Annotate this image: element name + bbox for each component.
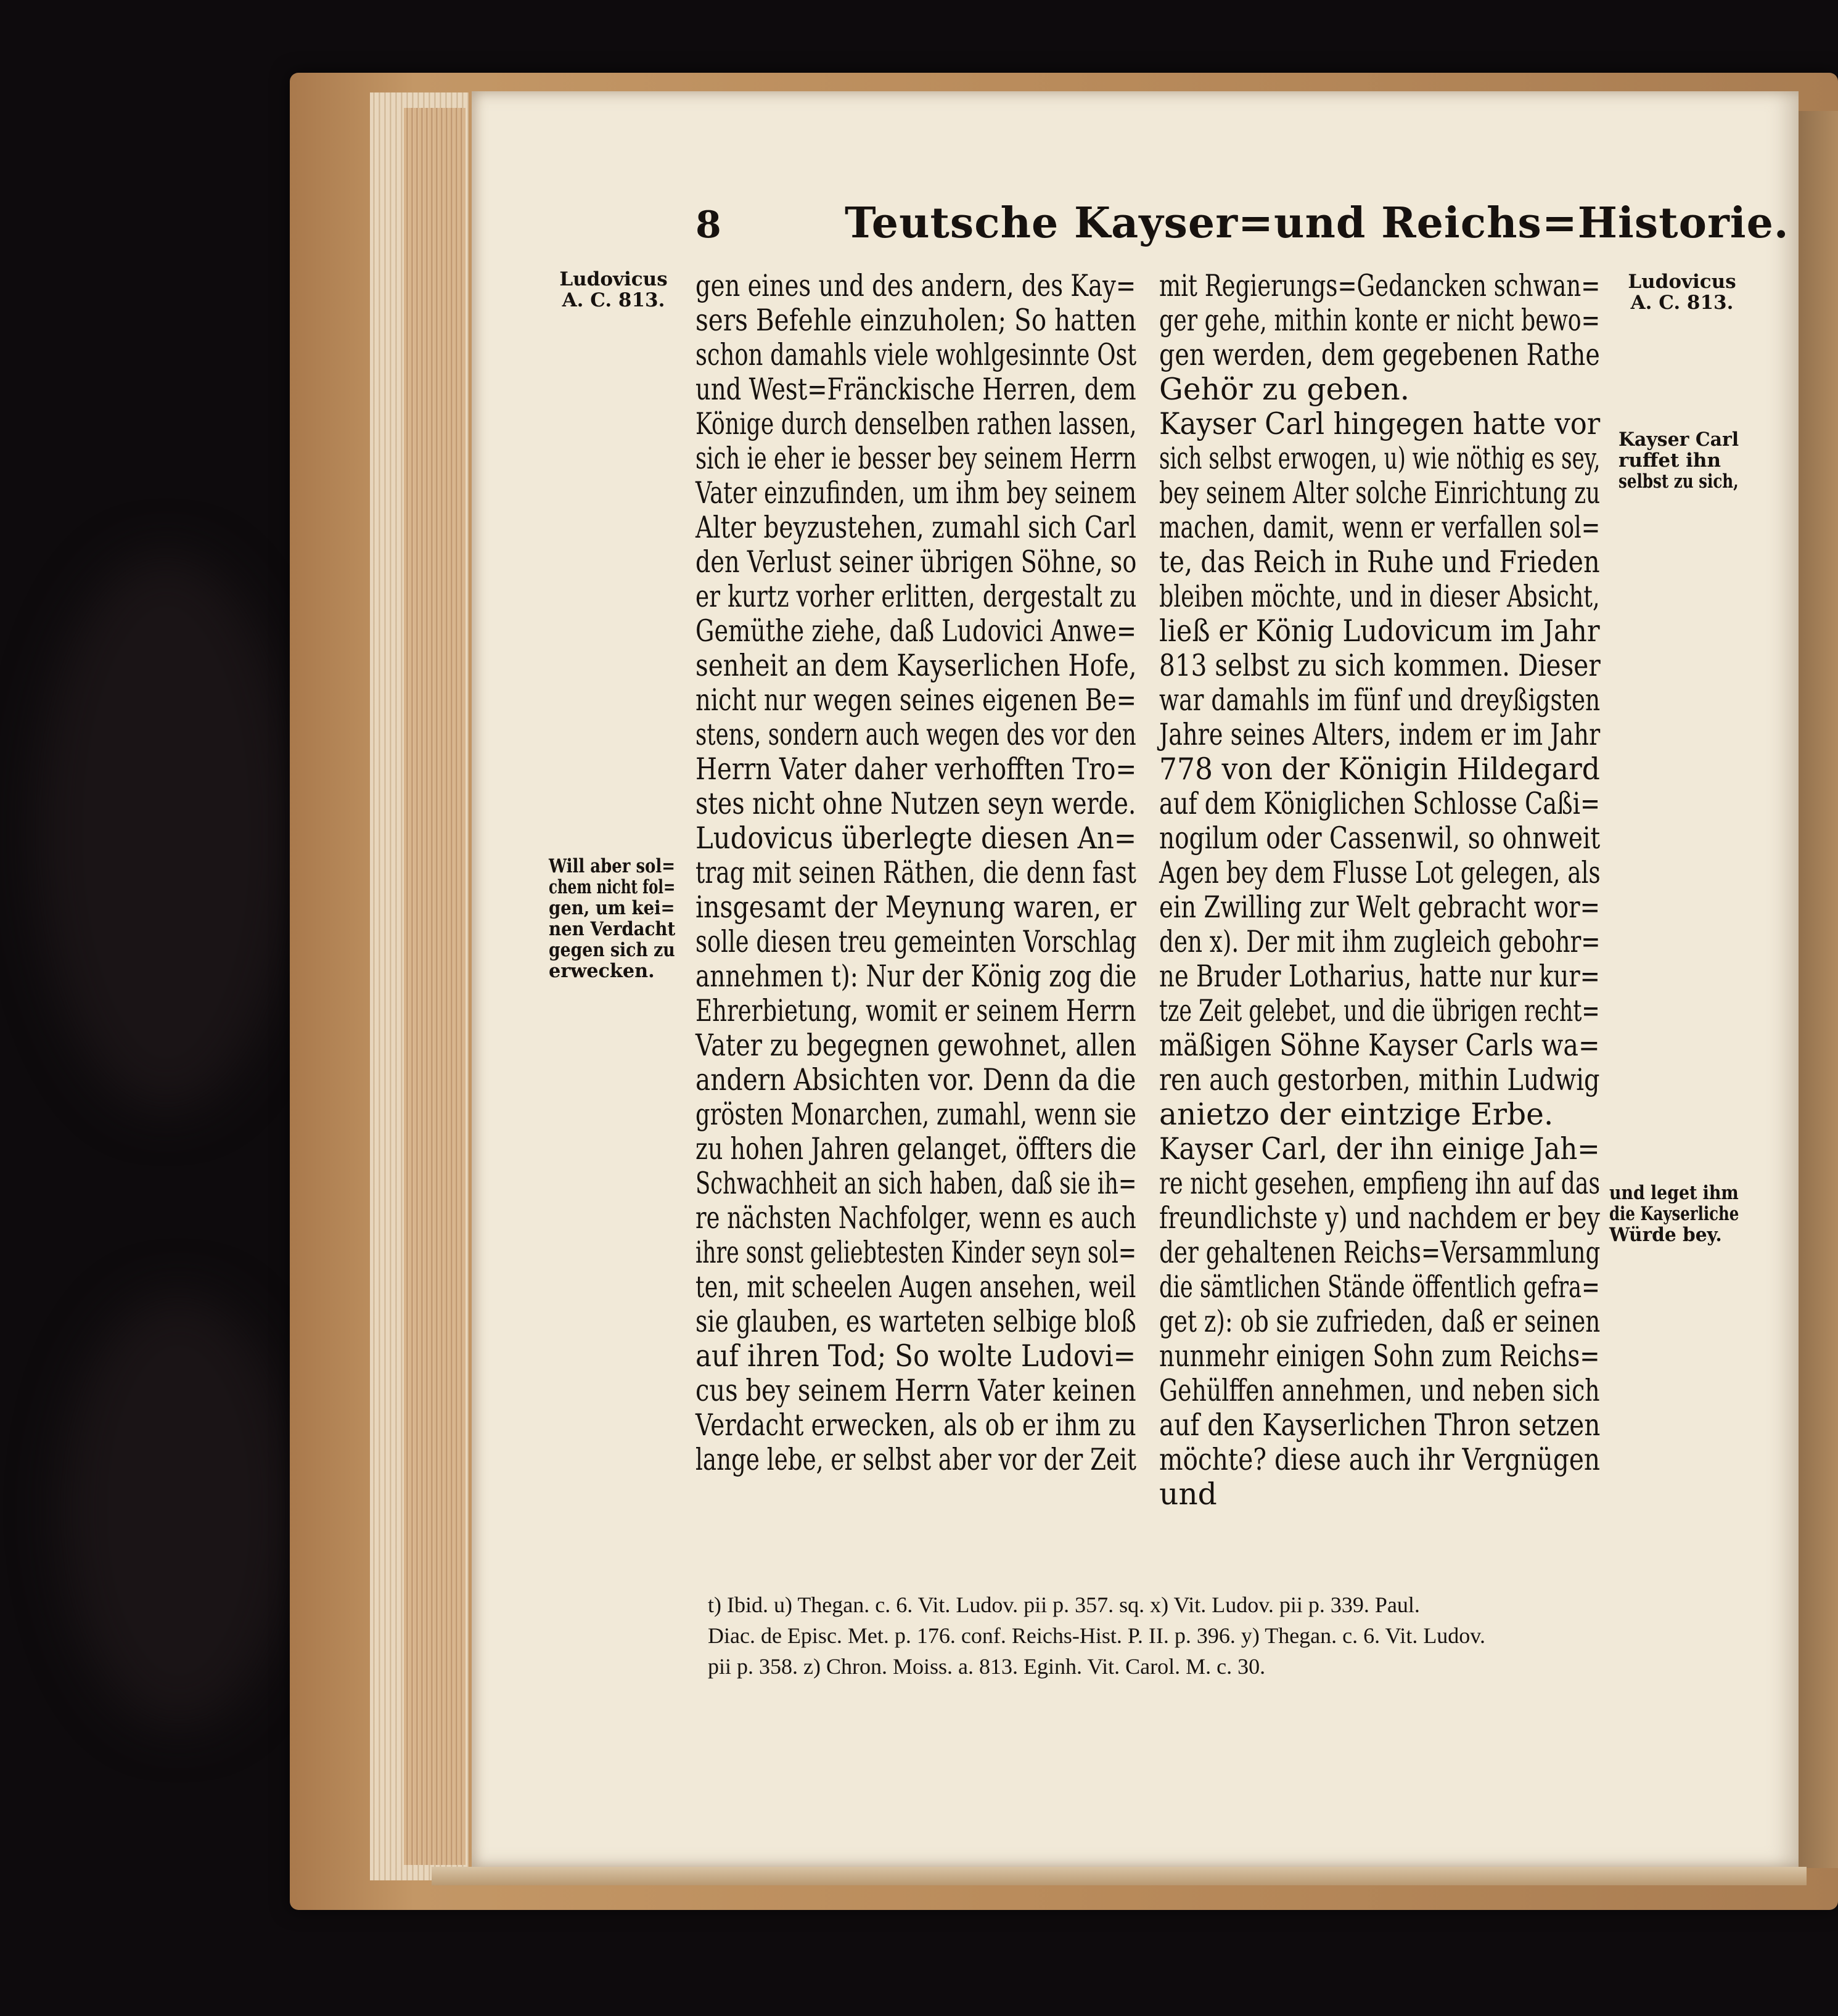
text-line: bey seinem Alter solche Einrichtung zu — [1159, 475, 1601, 510]
text-line: ren auch gestorben, mithin Ludwig — [1159, 1062, 1600, 1097]
text-line: gen werden, dem gegebenen Rathe — [1159, 337, 1600, 372]
margin-note-right-summary-1 — [1619, 429, 1739, 492]
margin-line: A. C. 813. — [562, 289, 665, 311]
text-line: und — [1159, 1477, 1217, 1512]
text-line: stens, sondern auch wegen des vor den — [695, 717, 1136, 752]
text-line: Verdacht erwecken, als ob er ihm zu — [695, 1408, 1136, 1443]
text-line: Vater zu begegnen gewohnet, allen — [695, 1028, 1137, 1063]
text-line: auf den Kayserlichen Thron setzen — [1159, 1408, 1601, 1443]
text-line: zu hohen Jahren gelanget, öffters die — [695, 1131, 1137, 1166]
text-line: Ehrerbietung, womit er seinem Herrn — [695, 993, 1136, 1028]
text-line: ger gehe, mithin konte er nicht bewo= — [1159, 303, 1601, 338]
text-line: den Verlust seiner übrigen Söhne, so — [695, 544, 1137, 580]
text-line: den x). Der mit ihm zugleich gebohr= — [1159, 924, 1601, 959]
text-line: Kayser Carl hingegen hatte vor — [1159, 406, 1601, 441]
text-line: re nicht gesehen, empfieng ihn auf das — [1159, 1166, 1601, 1201]
footnote-line: Diac. de Episc. Met. p. 176. conf. Reichs-Hist. P. II. p. 396. y) Thegan. c. 6. Vit. Ludov. — [708, 1623, 1485, 1648]
text-line: tze Zeit gelebet, und die übrigen recht= — [1159, 993, 1600, 1028]
margin-line: selbst zu sich, — [1619, 470, 1739, 493]
text-line: und West=Fränckische Herren, dem — [695, 372, 1136, 407]
text-line: Gemüthe ziehe, daß Ludovici Anwe= — [695, 613, 1136, 649]
text-line: get z): ob sie zufrieden, daß er seinen — [1159, 1304, 1601, 1339]
text-line: ne Bruder Lotharius, hatte nur kur= — [1159, 959, 1601, 994]
text-line: Vater einzufinden, um ihm bey seinem — [695, 475, 1136, 510]
margin-line: Ludovicus — [559, 268, 668, 290]
text-line: möchte? diese auch ihr Vergnügen — [1159, 1442, 1601, 1477]
running-title: Teutsche Kayser=und Reichs=Historie. — [845, 199, 1789, 248]
text-line: Ludovicus überlegte diesen An= — [695, 821, 1137, 856]
margin-note-right-date — [1620, 271, 1744, 313]
text-line: nogilum oder Cassenwil, so ohnweit — [1159, 821, 1601, 856]
text-line: auf ihren Tod; So wolte Ludovi= — [695, 1338, 1136, 1374]
footnote-line: pii p. 358. z) Chron. Moiss. a. 813. Eginh. Vit. Carol. M. c. 30. — [708, 1654, 1266, 1679]
text-line: lange lebe, er selbst aber vor der Zeit — [695, 1442, 1136, 1477]
margin-line: und leget ihm — [1609, 1182, 1739, 1204]
text-line: ihre sonst geliebtesten Kinder seyn sol= — [695, 1235, 1137, 1270]
margin-line: Kayser Carl — [1619, 428, 1739, 451]
text-line: bleiben möchte, und in dieser Absicht, — [1159, 579, 1600, 614]
text-line: Gehülffen annehmen, und neben sich — [1159, 1373, 1600, 1408]
text-line: Alter beyzustehen, zumahl sich Carl — [695, 510, 1137, 545]
text-line: nicht nur wegen seines eigenen Be= — [695, 682, 1136, 718]
text-line: die sämtlichen Stände öffentlich gefra= — [1159, 1269, 1600, 1305]
text-line: ließ er König Ludovicum im Jahr — [1159, 613, 1600, 649]
text-line: anietzo der eintzige Erbe. — [1159, 1097, 1554, 1132]
text-line: mit Regierungs=Gedancken schwan= — [1159, 268, 1601, 303]
margin-line: gen, um kei= — [549, 897, 675, 919]
page-bottom-edge — [432, 1867, 1807, 1885]
text-line: freundlichste y) und nachdem er bey — [1159, 1200, 1600, 1235]
text-line: ein Zwilling zur Welt gebracht wor= — [1159, 890, 1601, 925]
text-line: insgesamt der Meynung waren, er — [695, 890, 1137, 925]
text-line: sie glauben, es warteten selbige bloß — [695, 1304, 1136, 1339]
text-line: sich selbst erwogen, u) wie nöthig es sey, — [1159, 441, 1601, 476]
text-line: war damahls im fünf und dreyßigsten — [1159, 682, 1601, 718]
text-line: cus bey seinem Herrn Vater keinen — [695, 1373, 1136, 1408]
text-line: 813 selbst zu sich kommen. Dieser — [1159, 648, 1601, 683]
page-block-edges-inner — [404, 108, 466, 1865]
text-line: auf dem Königlichen Schlosse Caßi= — [1159, 786, 1601, 821]
page-number: 8 — [695, 203, 721, 247]
text-line: Jahre seines Alters, indem er im Jahr — [1159, 717, 1601, 752]
text-column-left — [695, 269, 1139, 1477]
text-line: stes nicht ohne Nutzen seyn werde. — [695, 786, 1136, 821]
text-line: machen, damit, wenn er verfallen sol= — [1159, 510, 1601, 545]
background-shadow — [62, 1295, 296, 1726]
text-line: schon damahls viele wohlgesinnte Ost — [695, 337, 1137, 372]
text-line: mäßigen Söhne Kayser Carls wa= — [1159, 1028, 1600, 1063]
text-line: Gehör zu geben. — [1159, 372, 1410, 407]
text-line: andern Absichten vor. Denn da die — [695, 1062, 1136, 1097]
margin-note-right-summary-2 — [1609, 1182, 1745, 1245]
text-line: re nächsten Nachfolger, wenn es auch — [695, 1200, 1136, 1235]
background-shadow — [37, 555, 296, 1110]
margin-line: erwecken. — [549, 960, 655, 982]
text-line: trag mit seinen Räthen, die denn fast — [695, 855, 1136, 890]
text-line: er kurtz vorher erlitten, dergestalt zu — [695, 579, 1137, 614]
text-line: der gehaltenen Reichs=Versammlung — [1159, 1235, 1601, 1270]
footnotes — [708, 1589, 1620, 1682]
text-line: 778 von der Königin Hildegard — [1159, 752, 1600, 787]
text-line: Könige durch denselben rathen lassen, — [695, 406, 1137, 441]
margin-note-left-date — [552, 269, 675, 311]
margin-line: Würde bey. — [1609, 1224, 1722, 1246]
margin-line: die Kayserliche — [1609, 1203, 1739, 1225]
text-line: senheit an dem Kayserlichen Hofe, — [695, 648, 1137, 683]
margin-line: ruffet ihn — [1619, 449, 1721, 472]
margin-line: Ludovicus — [1628, 271, 1736, 293]
text-line: ten, mit scheelen Augen ansehen, weil — [695, 1269, 1136, 1305]
margin-line: nen Verdacht — [549, 918, 676, 940]
text-line: Kayser Carl, der ihn einige Jah= — [1159, 1131, 1600, 1166]
text-line: Herrn Vater daher verhofften Tro= — [695, 752, 1137, 787]
text-line: nunmehr einigen Sohn zum Reichs= — [1159, 1338, 1600, 1374]
margin-line: gegen sich zu — [549, 939, 675, 961]
margin-line: Will aber sol= — [549, 855, 675, 877]
text-line: grösten Monarchen, zumahl, wenn sie — [695, 1097, 1136, 1132]
margin-note-left-summary — [549, 856, 678, 981]
text-line: solle diesen treu gemeinten Vorschlag — [695, 924, 1137, 959]
text-line: sers Befehle einzuholen; So hatten — [695, 303, 1136, 338]
text-line: Schwachheit an sich haben, daß sie ih= — [695, 1166, 1137, 1201]
text-line: annehmen t): Nur der König zog die — [695, 959, 1137, 994]
text-column-right — [1159, 269, 1603, 1512]
margin-line: chem nicht fol= — [549, 876, 676, 898]
text-line: gen eines und des andern, des Kay= — [695, 268, 1136, 303]
margin-line: A. C. 813. — [1630, 292, 1734, 314]
text-line: Agen bey dem Flusse Lot gelegen, als — [1159, 855, 1601, 890]
text-line: te, das Reich in Ruhe und Frieden — [1159, 544, 1600, 580]
text-line: sich ie eher ie besser bey seinem Herrn — [695, 441, 1137, 476]
footnote-line: t) Ibid. u) Thegan. c. 6. Vit. Ludov. pii p. 357. sq. x) Vit. Ludov. pii p. 339. Paul. — [708, 1592, 1420, 1617]
